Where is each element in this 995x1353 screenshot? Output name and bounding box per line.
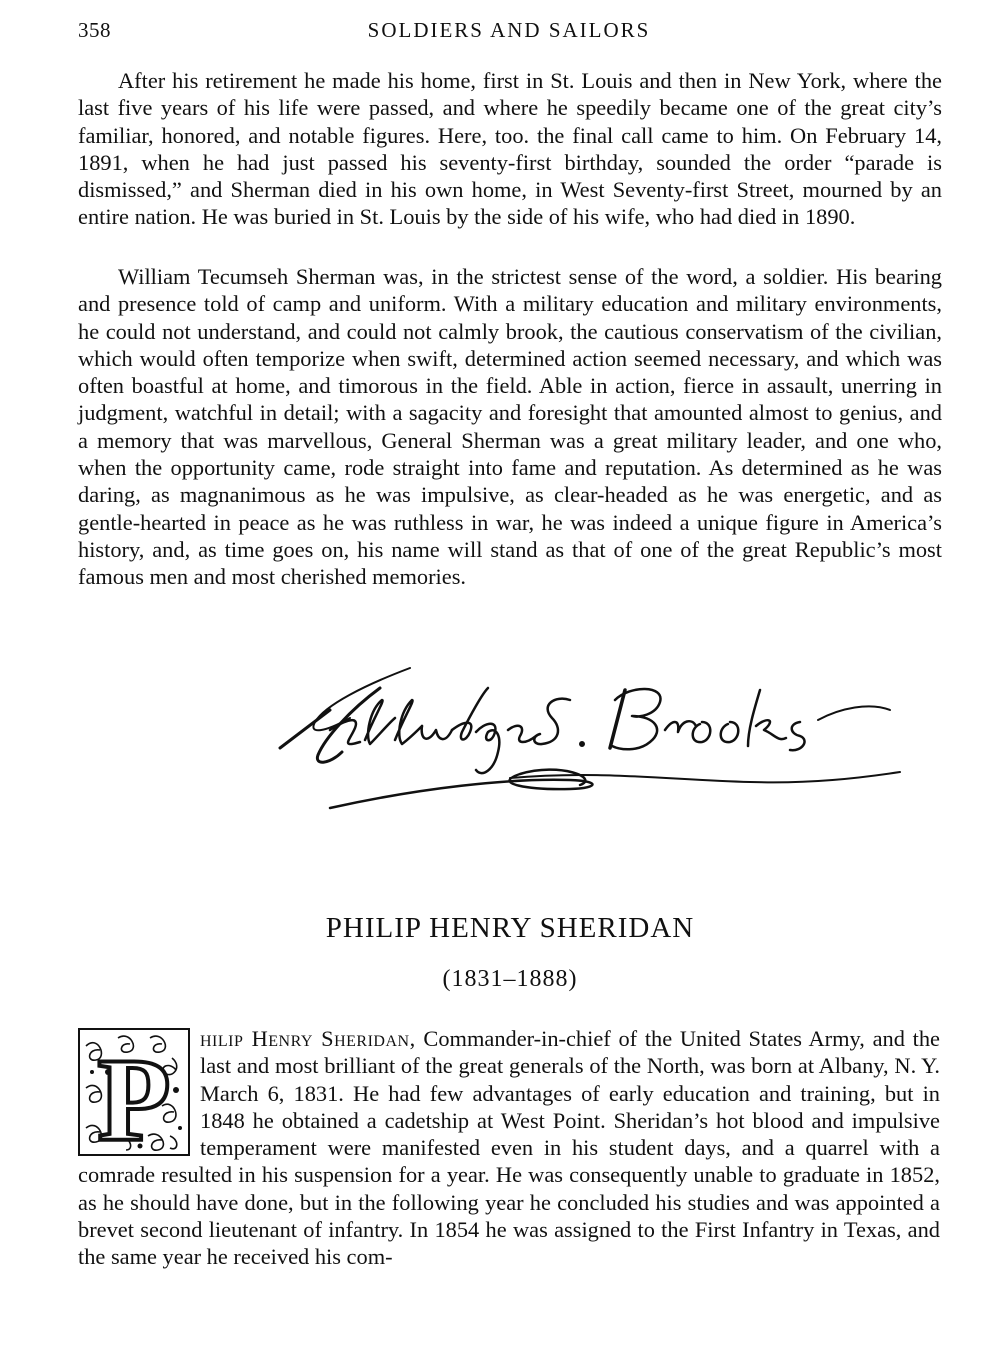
page-number: 358: [78, 18, 111, 42]
paragraph-text: William Tecumseh Sherman was, in the strictest sense of the word, a soldier. His bearing and presence told of camp and uniform. With a military education and military environments, he could not understand, and could not calmly brook, the cautious conservatism of the civilian, which would often temporize when swift, determined action seemed necessary, and which was often boastful at home, and timorous in the field. Able in action, fierce in assault, unerring in judgment, watchful in detail; with a sagacity and foresight that amounted almost to genius, and a memory that was marvellous, General Sherman was a great military leader, and one who, when the opportunity came, rode straight into fame and reputation. As determined as he was daring, as magnanimous as he was impulsive, as clear-headed as he was energetic, and as gentle-hearted in peace as he was ruthless in war, he was indeed a unique figure in America’s history, and, as time goes on, his name will stand as that of one of the great Republic’s most famous men and most cherished memories.: [78, 264, 942, 590]
paragraph-text: After his retirement he made his home, first in St. Louis and then in New York, where the last five years of his life were passed, and where he speedily became one of the great city’s familiar, honored, and notable figures. Here, too. the final call came to him. On February 14, 1891, when he had just passed his seventy-first birthday, sounded the order “parade is dismissed,” and Sherman died in his own home, in West Seventy-first Street, mourned by an entire nation. He was buried in St. Louis by the side of his wife, who had died in 1890.: [78, 68, 942, 230]
handwritten-signature: [270, 660, 920, 820]
page-header: [78, 18, 940, 48]
section-dates: (1831–1888): [442, 966, 578, 992]
sheridan-paragraph-1: [78, 1025, 940, 1271]
ornamental-drop-cap: [78, 1028, 190, 1156]
subject-name: hilip Henry Sheridan,: [200, 1026, 416, 1051]
paragraph-body: Commander-in-chief of the United States Army, and the last and most brilliant of the great generals of the North, was born at Albany, N. Y. March 6, 1831. He had few advantages of early education and training, but in 1848 he obtained a cadetship at West Point. Sheridan’s hot blood and impulsive temperament were manifested even in his student days, and a quarrel with a comrade resulted in his suspension for a year. He was consequently unable to graduate in 1852, as he should have done, but in the following year he concluded his studies and was appointed a brevet second lieutenant of infantry. In 1854 he was assigned to the First Infantry in Texas, and the same year he received his com-: [78, 1026, 940, 1270]
sherman-paragraph-2: [78, 263, 942, 591]
sherman-paragraph-1: [78, 67, 942, 231]
drop-cap-letter: P: [97, 1033, 171, 1156]
paragraph-text: [78, 1025, 940, 1271]
section-title: PHILIP HENRY SHERIDAN: [325, 912, 695, 944]
running-head: SOLDIERS AND SAILORS: [367, 18, 651, 42]
